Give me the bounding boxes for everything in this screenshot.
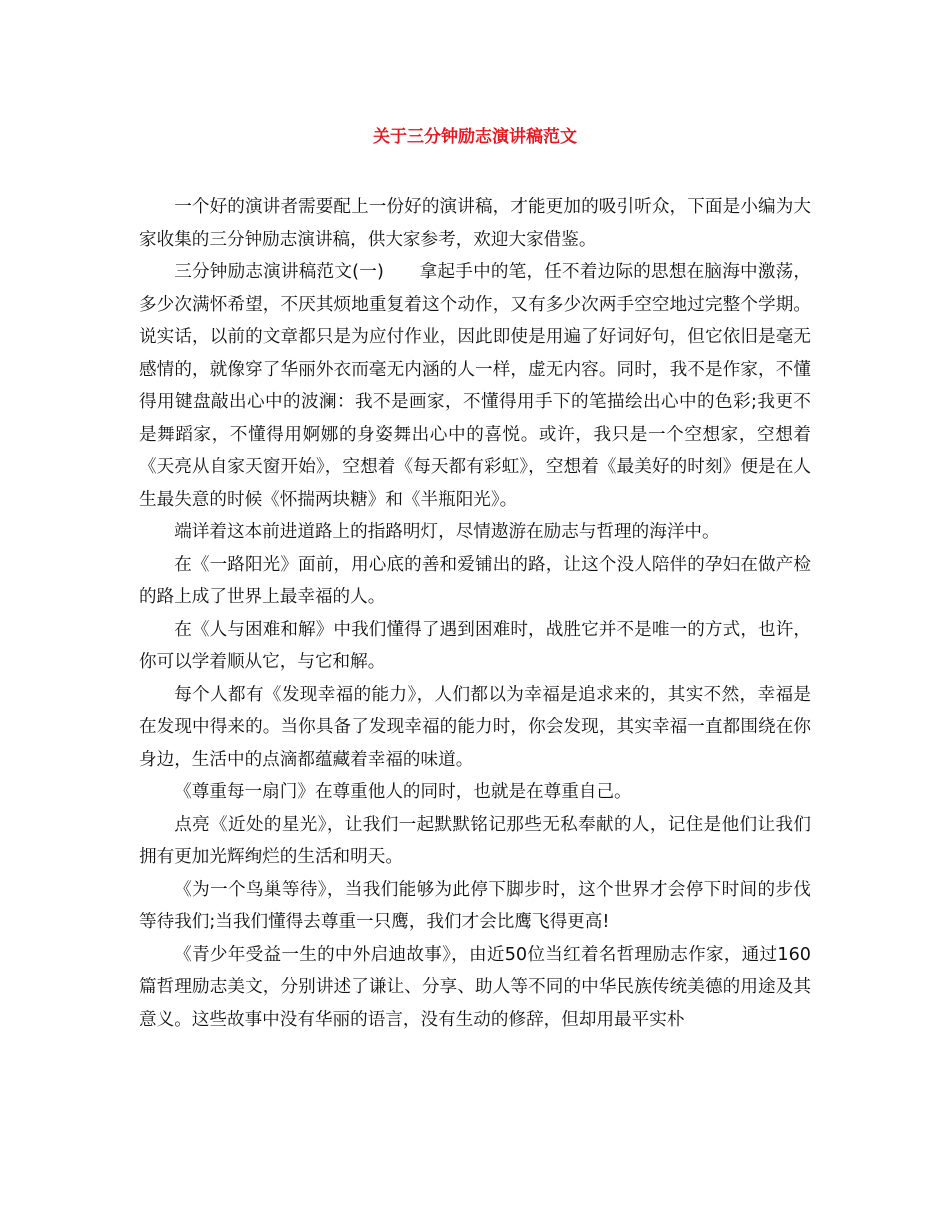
paragraph: 点亮《近处的星光》，让我们一起默默铭记那些无私奉献的人，记住是他们让我们拥有更加光辉绚烂的生活和明天。 (139, 814, 811, 867)
document-body (139, 191, 811, 1036)
paragraph: 三分钟励志演讲稿范文(一) 拿起手中的笔，任不着边际的思想在脑海中激荡，多少次满怀希望，不厌其烦地重复着这个动作，又有多少次两手空空地过完整个学期。说实话，以前的文章都只是为应付作业，因此即使是用遍了好词好句，但它依旧是毫无感情的，就像穿了华丽外衣而毫无内涵的人一样，虚无内容。同时，我不是作家，不懂得用键盘敲出心中的波澜：我不是画家，不懂得用手下的笔描绘出心中的色彩;我更不是舞蹈家，不懂得用婀娜的身姿舞出心中的喜悦。或许，我只是一个空想家，空想着《天亮从自家天窗开始》，空想着《每天都有彩虹》，空想着《最美好的时刻》便是在人生最失意的时候《怀揣两块糖》和《半瓶阳光》。 (139, 262, 811, 510)
paragraph: 《为一个鸟巢等待》，当我们能够为此停下脚步时，这个世界才会停下时间的步伐等待我们;当我们懂得去尊重一只鹰，我们才会比鹰飞得更高! (139, 879, 811, 932)
paragraph: 在《人与困难和解》中我们懂得了遇到困难时，战胜它并不是唯一的方式，也许，你可以学着顺从它，与它和解。 (139, 619, 811, 672)
paragraph: 一个好的演讲者需要配上一份好的演讲稿，才能更加的吸引听众，下面是小编为大家收集的三分钟励志演讲稿，供大家参考，欢迎大家借鉴。 (139, 197, 811, 250)
paragraph: 端详着这本前进道路上的指路明灯，尽情遨游在励志与哲理的海洋中。 (174, 522, 720, 542)
paragraph: 在《一路阳光》面前，用心底的善和爱铺出的路，让这个没人陪伴的孕妇在做产检的路上成了世界上最幸福的人。 (139, 554, 811, 607)
paragraph: 《青少年受益一生的中外启迪故事》，由近50位当红着名哲理励志作家，通过160篇哲理励志美文，分别讲述了谦让、分享、助人等不同的中华民族传统美德的用途及其意义。这些故事中没有华丽的语言，没有生动的修辞，但却用最平实朴 (139, 944, 811, 1030)
document-title: 关于三分钟励志演讲稿范文 (373, 127, 577, 147)
paragraph: 每个人都有《发现幸福的能力》，人们都以为幸福是追求来的，其实不然，幸福是在发现中得来的。当你具备了发现幸福的能力时，你会发现，其实幸福一直都围绕在你身边，生活中的点滴都蕴藏着幸福的味道。 (139, 684, 811, 770)
paragraph: 《尊重每一扇门》在尊重他人的同时，也就是在尊重自己。 (174, 782, 632, 802)
